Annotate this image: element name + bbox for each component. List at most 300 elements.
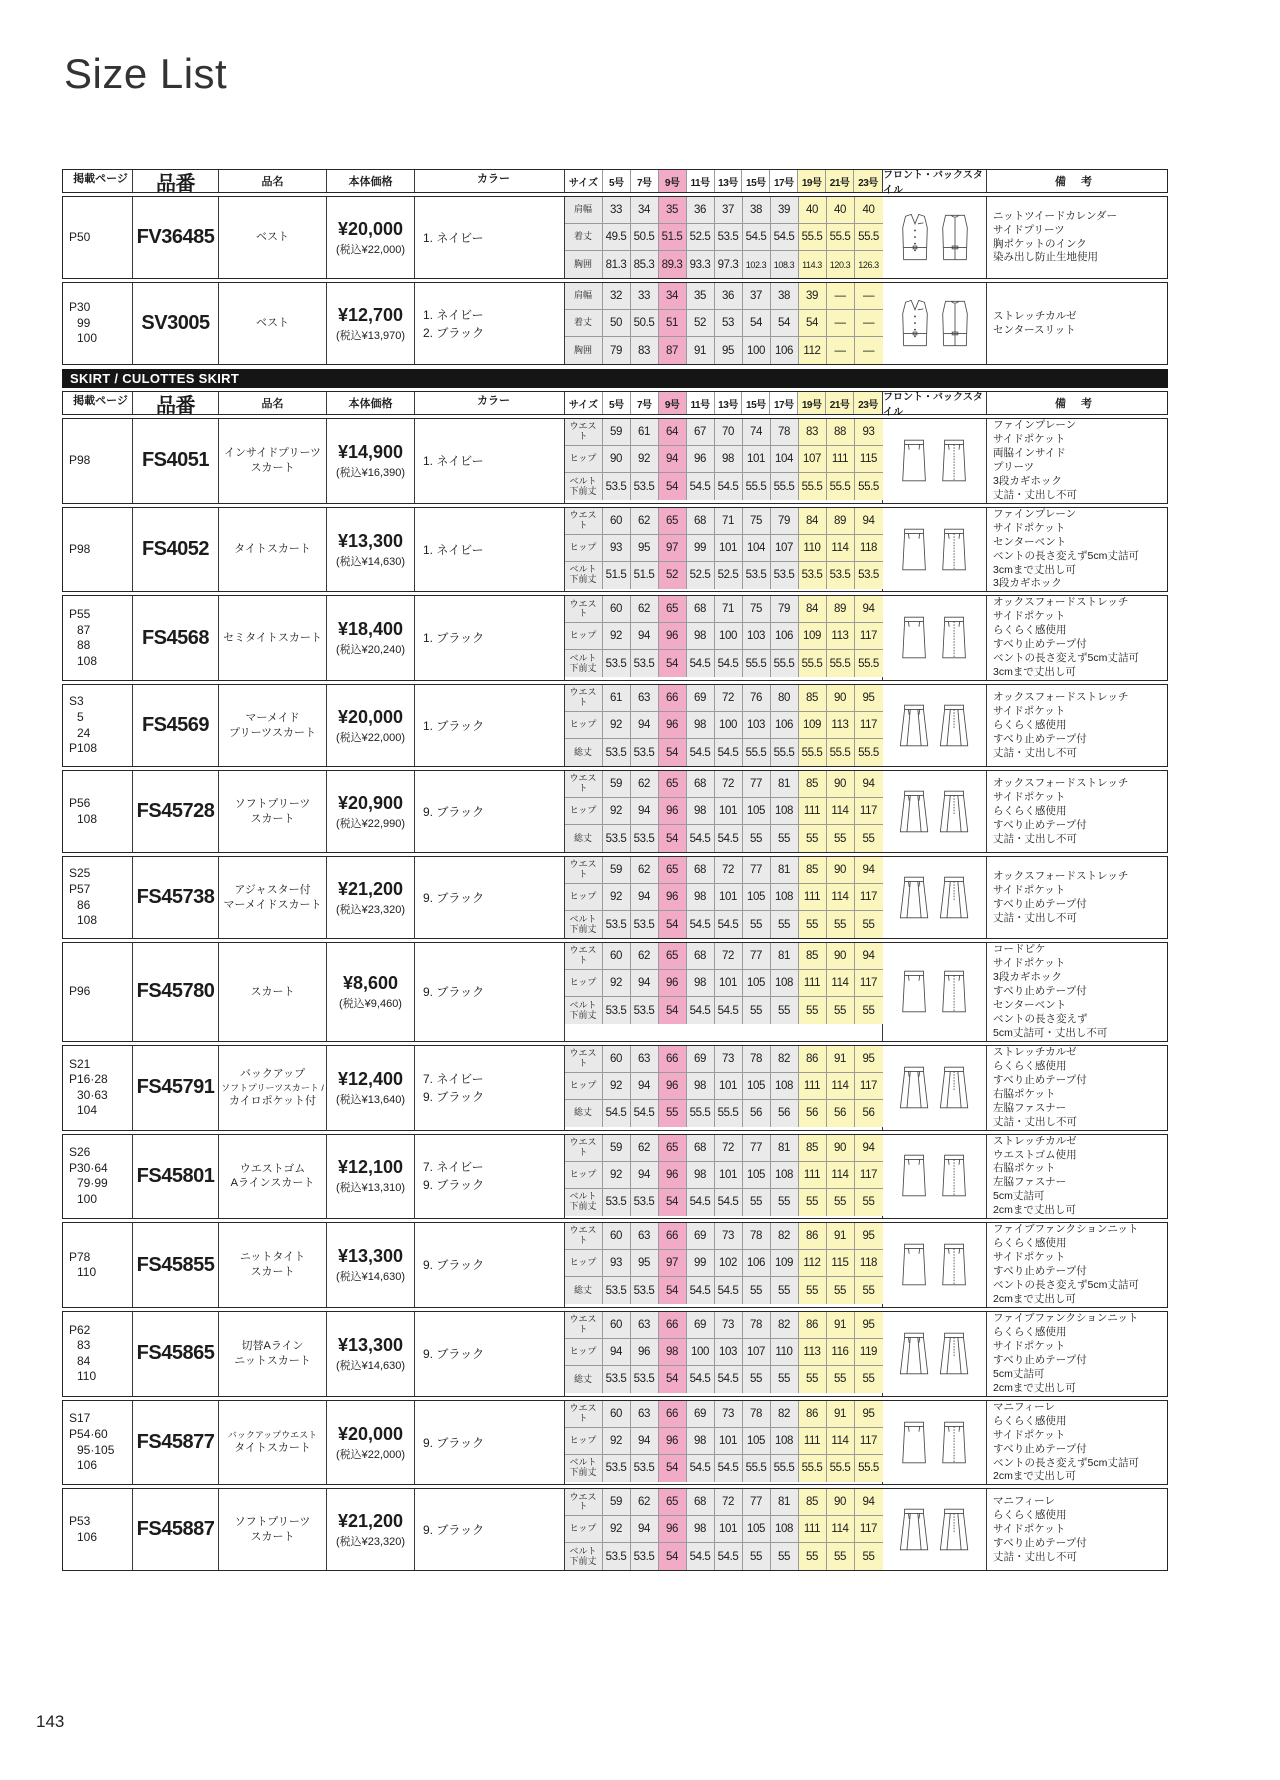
size-value: 94 [855, 1135, 883, 1161]
size-value: 92 [603, 1428, 631, 1454]
measurement-label: ウエスト [565, 1135, 603, 1161]
header-size-4: 11号 [687, 170, 715, 192]
remark-line: 3段カギホック [993, 971, 1062, 984]
price-main: ¥21,200 [337, 1510, 404, 1531]
measurement-row [565, 562, 883, 589]
remark-line: すべり止めテープ付 [993, 1536, 1087, 1549]
product-row [62, 856, 1168, 939]
remark-line: すべり止めテープ付 [993, 897, 1087, 910]
size-value: 98 [687, 1428, 715, 1454]
size-value: 110 [799, 535, 827, 561]
size-value: 117 [855, 970, 883, 996]
size-value: 68 [687, 596, 715, 622]
price-main: ¥13,300 [337, 1246, 404, 1267]
size-value: 54.5 [687, 1455, 715, 1482]
size-value: 55 [743, 1189, 771, 1216]
size-value: 98 [687, 798, 715, 824]
size-value: 118 [855, 535, 883, 561]
color-cell [415, 1223, 565, 1307]
product-name-line: ニットタイト [239, 1251, 306, 1264]
size-value: 94 [603, 1339, 631, 1365]
measurement-label: ヒップ [565, 1162, 603, 1188]
price-main: ¥12,400 [337, 1068, 404, 1089]
remark-line: サイドポケット [993, 1339, 1066, 1352]
color-option: 9. ブラック [423, 1178, 485, 1193]
size-value: 93 [855, 419, 883, 445]
size-value: 85.3 [631, 251, 659, 278]
size-value: 54.5 [687, 473, 715, 500]
remark-line: ベントの長さ変えず5cm丈詰可 [993, 1456, 1139, 1469]
size-grid [565, 771, 883, 852]
remark-line: マニフィーレ [993, 1495, 1055, 1508]
size-value: 101 [715, 1516, 743, 1542]
page-ref: P50 [69, 229, 91, 244]
size-value: 35 [659, 197, 687, 223]
size-value: 55 [771, 1189, 799, 1216]
header-sizes [565, 170, 883, 192]
product-name-line: アジャスター付 [234, 883, 311, 896]
header-color: カラー [415, 392, 565, 414]
price-main: ¥13,300 [337, 1334, 404, 1355]
measurement-label: 着丈 [565, 224, 603, 250]
measurement-row [565, 596, 883, 623]
size-value: 55 [771, 1277, 799, 1304]
remark-line: らくらく感使用 [993, 1059, 1067, 1072]
size-value: 69 [687, 1401, 715, 1427]
size-value: 114 [827, 1428, 855, 1454]
measurement-row [565, 1250, 883, 1277]
size-value: 100 [743, 337, 771, 364]
size-value: 98 [659, 1339, 687, 1365]
page-ref: 79·99 [77, 1176, 108, 1191]
skirt-flare-front-icon [898, 1061, 932, 1115]
product-name-line: インサイドプリーツ [223, 447, 322, 460]
size-value: 74 [743, 419, 771, 445]
remark-line: ファイブファンクションニット [993, 1223, 1139, 1236]
product-row [62, 418, 1168, 504]
size-value: 55.5 [827, 650, 855, 677]
page-ref: P62 [69, 1322, 91, 1337]
page-ref: P56 [69, 796, 91, 811]
size-value: 53.5 [631, 1543, 659, 1570]
size-value: 66 [659, 1312, 687, 1338]
product-code: SV3005 [133, 283, 219, 364]
size-value: 115 [855, 446, 883, 472]
measurement-row [565, 1189, 883, 1216]
size-value: 111 [799, 1073, 827, 1099]
measurement-label: 胸囲 [565, 337, 603, 364]
price-main: ¥8,600 [342, 972, 399, 993]
skirt-flare-front-icon [898, 871, 932, 925]
size-value: 53.5 [631, 1455, 659, 1482]
measurement-label: ウエスト [565, 857, 603, 883]
price-cell [327, 771, 415, 852]
size-value: 83 [631, 337, 659, 364]
size-value: — [855, 337, 883, 364]
size-value: 97 [659, 535, 687, 561]
size-value: 61 [631, 419, 659, 445]
product-name [219, 283, 327, 364]
product-name [219, 1135, 327, 1219]
style-cell [883, 1135, 987, 1219]
size-value: 99 [687, 535, 715, 561]
price-main: ¥13,300 [337, 530, 404, 551]
size-value: 53.5 [631, 650, 659, 677]
remark-line: 2cmまで丈出し可 [993, 1204, 1076, 1217]
price-cell [327, 197, 415, 278]
size-value: 55 [855, 997, 883, 1024]
size-value: 54 [659, 1543, 687, 1570]
remarks-cell [987, 197, 1166, 278]
remark-line: サイドポケット [993, 704, 1066, 717]
size-value: 56 [799, 1100, 827, 1127]
remark-line: 丈詰・丈出し不可 [993, 488, 1077, 501]
measurement-row [565, 1312, 883, 1339]
size-value: 111 [799, 970, 827, 996]
size-value: 55.5 [855, 473, 883, 500]
remark-line: 丈詰・丈出し不可 [993, 746, 1077, 759]
size-value: 53.5 [631, 739, 659, 766]
product-name-line: スカート [250, 1530, 295, 1543]
size-value: 54 [743, 310, 771, 336]
size-value: 92 [603, 1162, 631, 1188]
measurement-label: ヒップ [565, 1073, 603, 1099]
size-value: 77 [743, 857, 771, 883]
size-value: 66 [659, 685, 687, 711]
size-value: 62 [631, 1489, 659, 1515]
size-value: 120.3 [827, 251, 855, 278]
size-value: 69 [687, 1223, 715, 1249]
size-value: 91 [687, 337, 715, 364]
pages-cell [63, 1223, 133, 1307]
size-value: 85 [799, 771, 827, 797]
price-main: ¥21,200 [337, 878, 404, 899]
size-value: 52 [659, 562, 687, 589]
size-value: 94 [631, 1073, 659, 1099]
size-value: 33 [603, 197, 631, 223]
size-value: 93 [603, 1250, 631, 1276]
measurement-row [565, 650, 883, 677]
size-value: 56 [743, 1100, 771, 1127]
size-value: 104 [743, 535, 771, 561]
size-value: 95 [855, 1046, 883, 1072]
product-row [62, 507, 1168, 593]
size-value: 60 [603, 1223, 631, 1249]
remark-line: すべり止めテープ付 [993, 985, 1087, 998]
measurement-row [565, 1543, 883, 1570]
header-size-10: 23号 [854, 392, 882, 414]
skirt-straight-back-icon [938, 434, 972, 488]
size-value: 36 [715, 283, 743, 309]
remark-line: ストレッチカルゼ [993, 309, 1077, 322]
size-value: 54.5 [687, 1189, 715, 1216]
header-size-5: 13号 [715, 170, 743, 192]
color-option: 9. ブラック [423, 984, 485, 999]
pages-cell [63, 943, 133, 1041]
size-value: 94 [631, 1162, 659, 1188]
measurement-row [565, 825, 883, 852]
vest-front-icon [898, 297, 932, 351]
size-value: 72 [715, 685, 743, 711]
size-value: 108 [771, 970, 799, 996]
size-value: 54.5 [715, 1366, 743, 1393]
header-pages: 掲載ページ [63, 392, 133, 414]
size-value: 51 [659, 310, 687, 336]
size-value: 78 [743, 1312, 771, 1338]
price-cell [327, 1046, 415, 1130]
size-value: 86 [799, 1223, 827, 1249]
size-value: 56 [771, 1100, 799, 1127]
size-value: 77 [743, 771, 771, 797]
size-value: 96 [659, 884, 687, 910]
price-main: ¥12,700 [337, 304, 404, 325]
color-option: 9. ブラック [423, 1089, 485, 1104]
price-tax: (税込¥14,630) [335, 1271, 406, 1284]
color-cell [415, 771, 565, 852]
size-value: 77 [743, 1135, 771, 1161]
size-value: 53.5 [603, 1277, 631, 1304]
size-value: 102.3 [743, 251, 771, 278]
header-size-6: 15号 [742, 392, 770, 414]
measurement-label: ウエスト [565, 1401, 603, 1427]
color-cell [415, 508, 565, 592]
measurement-label: ウエスト [565, 1489, 603, 1515]
price-tax: (税込¥23,320) [335, 1535, 406, 1548]
skirt-straight-front-icon [898, 965, 932, 1019]
product-row [62, 1134, 1168, 1220]
size-value: 55.5 [799, 739, 827, 766]
product-code: FS4569 [133, 685, 219, 766]
measurement-row [565, 224, 883, 251]
size-value: 68 [687, 943, 715, 969]
skirt-straight-back-icon [938, 1238, 972, 1292]
size-value: 81 [771, 943, 799, 969]
size-value: 91 [827, 1312, 855, 1338]
color-option: 1. ブラック [423, 631, 485, 646]
size-value: 54 [659, 739, 687, 766]
skirt-flare-back-icon [938, 871, 972, 925]
skirt-straight-back-icon [938, 611, 972, 665]
page-ref: 104 [77, 1103, 98, 1118]
style-cell [883, 419, 987, 503]
size-value: 85 [799, 1135, 827, 1161]
size-value: 94 [631, 884, 659, 910]
pages-cell [63, 771, 133, 852]
price-tax: (税込¥20,240) [335, 644, 406, 657]
page-ref: 108 [77, 653, 98, 668]
size-value: 78 [743, 1223, 771, 1249]
page-ref: 100 [77, 1192, 98, 1206]
size-value: 53.5 [603, 1543, 631, 1570]
remarks-cell [987, 1046, 1166, 1130]
size-value: 110 [771, 1339, 799, 1365]
measurement-row [565, 1277, 883, 1304]
size-value: — [827, 337, 855, 364]
measurement-label: ウエスト [565, 1046, 603, 1072]
size-value: 55 [771, 911, 799, 938]
size-grid [565, 1135, 883, 1219]
size-value: 111 [799, 884, 827, 910]
remarks-cell [987, 771, 1166, 852]
header-size-3: 9号 [659, 170, 687, 192]
size-value: 98 [687, 712, 715, 738]
size-value: 78 [743, 1046, 771, 1072]
price-tax: (税込¥14,630) [335, 1359, 406, 1372]
remark-line: ファインプレーン [993, 507, 1077, 520]
product-name-line: バックアップウエスト [227, 1430, 318, 1441]
price-main: ¥12,100 [337, 1157, 404, 1178]
size-value: 62 [631, 943, 659, 969]
size-value: 54 [659, 911, 687, 938]
header-size-7: 17号 [770, 170, 798, 192]
size-value: 60 [603, 508, 631, 534]
remark-line: ストレッチカルゼ [993, 1134, 1077, 1147]
size-value: 105 [743, 1428, 771, 1454]
header-remarks: 備 考 [1054, 398, 1099, 410]
measurement-label: 総丈 [565, 1366, 603, 1393]
size-value: 103 [743, 623, 771, 649]
measurement-label: ウエスト [565, 508, 603, 534]
size-value: 63 [631, 1223, 659, 1249]
size-value: 111 [799, 798, 827, 824]
product-name-line: タイトスカート [234, 1442, 311, 1455]
product-name-line: スカート [250, 461, 295, 474]
measurement-row [565, 251, 883, 278]
size-value: 96 [659, 1162, 687, 1188]
remark-line: 3段カギホック [993, 577, 1062, 590]
product-row [62, 595, 1168, 681]
size-value: 76 [743, 685, 771, 711]
size-value: 95 [855, 1312, 883, 1338]
measurement-label: ヒップ [565, 712, 603, 738]
size-value: — [827, 283, 855, 309]
page-ref: 100 [77, 331, 98, 346]
product-row [62, 1488, 1168, 1571]
size-value: 114 [827, 535, 855, 561]
size-value: 55 [743, 997, 771, 1024]
size-grid [565, 1401, 883, 1485]
size-value: 60 [603, 1046, 631, 1072]
size-value: 101 [715, 884, 743, 910]
size-value: 40 [855, 197, 883, 223]
measurement-row [565, 419, 883, 446]
color-option: 1. ネイビー [423, 230, 484, 245]
measurement-label: 着丈 [565, 310, 603, 336]
size-value: 114.3 [799, 251, 827, 278]
size-value: 66 [659, 1401, 687, 1427]
size-value: 53.5 [603, 911, 631, 938]
page-ref: P108 [69, 741, 98, 756]
product-name-line: ベスト [256, 317, 289, 330]
size-value: 53.5 [771, 562, 799, 589]
color-option: 9. ブラック [423, 804, 485, 819]
product-name-line: ソフトプリーツ [234, 1516, 311, 1529]
size-value: 54 [659, 1455, 687, 1482]
size-value: 34 [631, 197, 659, 223]
product-name-line: バックアップ [239, 1067, 306, 1080]
size-value: 68 [687, 1489, 715, 1515]
vest-back-icon [938, 211, 972, 265]
size-value: 113 [827, 712, 855, 738]
remark-line: 左脇ファスナー [993, 1101, 1067, 1114]
size-grid [565, 857, 883, 938]
size-value: 114 [827, 1516, 855, 1542]
size-value: — [855, 283, 883, 309]
remark-line: らくらく感使用 [993, 1414, 1067, 1427]
product-name [219, 508, 327, 592]
size-value: 60 [603, 1401, 631, 1427]
size-value: 91 [827, 1223, 855, 1249]
size-value: 73 [715, 1312, 743, 1338]
page-title: Size List [64, 50, 228, 97]
size-value: 78 [743, 1401, 771, 1427]
skirt-flare-front-icon [898, 785, 932, 839]
measurement-row [565, 712, 883, 739]
size-value: 55 [799, 911, 827, 938]
measurement-row [565, 1046, 883, 1073]
remark-line: オックスフォードストレッチ [993, 869, 1129, 882]
product-row [62, 942, 1168, 1042]
size-value: 84 [799, 596, 827, 622]
size-value: 81 [771, 1135, 799, 1161]
size-value: 108.3 [771, 251, 799, 278]
remark-line: 染み出し防止生地使用 [993, 251, 1098, 264]
product-code: FS45887 [133, 1489, 219, 1570]
skirt-straight-front-icon [898, 1149, 932, 1203]
price-cell [327, 1135, 415, 1219]
size-value: 55 [855, 1366, 883, 1393]
header-size-8: 19号 [798, 392, 826, 414]
vest-back-icon [938, 297, 972, 351]
remark-line: ニットツイードカレンダー [993, 209, 1118, 222]
size-value: 54.5 [687, 1366, 715, 1393]
size-value: 55 [827, 1366, 855, 1393]
header-size-1: 5号 [603, 392, 631, 414]
page-ref: P78 [69, 1249, 91, 1264]
size-value: 53.5 [631, 1366, 659, 1393]
size-value: 84 [799, 508, 827, 534]
size-value: 98 [687, 1516, 715, 1542]
size-value: 55 [799, 1543, 827, 1570]
measurement-row [565, 739, 883, 766]
size-value: 55.5 [827, 224, 855, 250]
remark-line: ベントの長さ変えず [993, 1012, 1088, 1025]
size-value: 95 [631, 535, 659, 561]
product-name-line: カイロポケット付 [228, 1094, 317, 1107]
page-ref: S3 [69, 694, 84, 709]
style-cell [883, 1046, 987, 1130]
measurement-label: ベルト下前丈 [565, 473, 603, 500]
size-value: 68 [687, 857, 715, 883]
price-cell [327, 857, 415, 938]
product-name-line: マーメイド [245, 711, 300, 724]
size-value: 105 [743, 1162, 771, 1188]
remark-line: 右脇ポケット [993, 1162, 1056, 1175]
size-grid [565, 943, 883, 1041]
size-value: 78 [771, 419, 799, 445]
size-value: 108 [771, 1162, 799, 1188]
measurement-row [565, 771, 883, 798]
size-value: 83 [799, 419, 827, 445]
color-cell [415, 685, 565, 766]
size-value: 115 [827, 1250, 855, 1276]
size-value: 79 [603, 337, 631, 364]
size-value: 62 [631, 508, 659, 534]
size-value: 85 [799, 857, 827, 883]
size-value: 101 [715, 535, 743, 561]
size-value: 72 [715, 943, 743, 969]
price-cell [327, 1489, 415, 1570]
